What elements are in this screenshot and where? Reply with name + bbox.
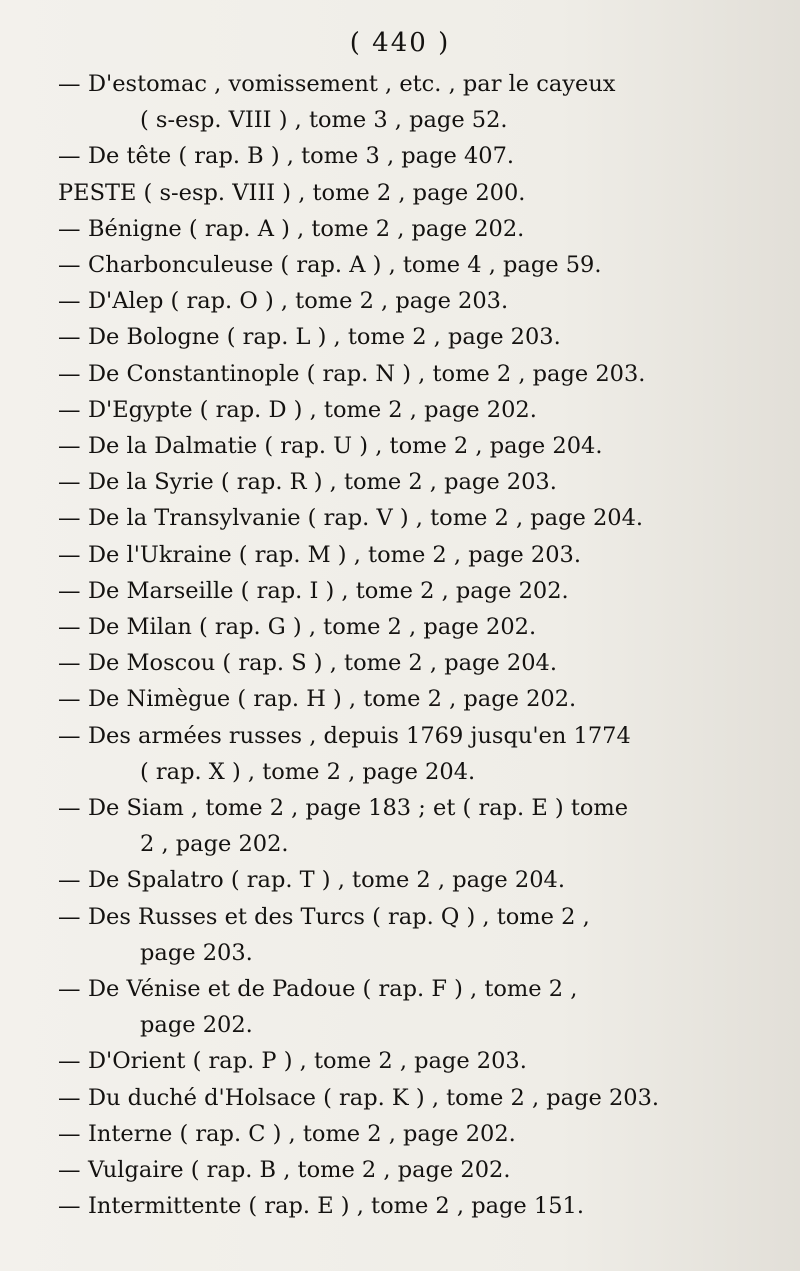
entry-text: Bénigne ( rap. A ) , tome 2 , page 202. [88,215,525,242]
entry-dash: — [58,469,81,496]
entry-dash: — [58,722,81,749]
index-entry [58,464,698,500]
index-entry [58,1116,698,1152]
entry-text: De la Dalmatie ( rap. U ) , tome 2 , page 204. [88,433,603,460]
index-entry [58,356,698,392]
entry-dash: — [58,577,81,604]
entry-text: De Nimègue ( rap. H ) , tome 2 , page 202. [88,686,577,713]
entry-text: Charbonculeuse ( rap. A ) , tome 4 , page 59. [88,252,602,279]
entry-dash: — [58,396,81,423]
entry-dash: — [58,143,81,170]
entry-text: Du duché d'Holsace ( rap. K ) , tome 2 , page 203. [88,1084,660,1111]
entry-dash: — [58,215,81,242]
index-entry [58,1043,698,1079]
entry-dash: — [58,433,81,460]
index-entry [58,609,698,645]
entry-dash: — [58,541,81,568]
index-entry [58,1152,698,1188]
entry-text: Interne ( rap. C ) , tome 2 , page 202. [88,1120,516,1147]
page-number: ( 440 ) [349,28,451,58]
entry-text: De la Syrie ( rap. R ) , tome 2 , page 203. [88,469,557,496]
index-entry [58,283,698,319]
index-entry [58,500,698,536]
entry-dash: — [58,650,81,677]
index-entry [58,66,698,102]
index-entry [58,899,698,935]
entry-dash: — [58,505,81,532]
index-entry [58,247,698,283]
entry-continuation: page 203. [140,939,253,966]
index-entry [58,392,698,428]
index-entry [58,718,698,754]
entry-dash: — [58,1048,81,1075]
index-list [58,66,698,1225]
entry-dash: — [58,867,81,894]
entry-dash: — [58,71,81,97]
entry-text: De l'Ukraine ( rap. M ) , tome 2 , page 203. [88,541,581,568]
entry-dash: — [58,1120,81,1147]
index-entry [58,790,698,826]
entry-text: De Moscou ( rap. S ) , tome 2 , page 204. [88,650,557,677]
entry-text: De Spalatro ( rap. T ) , tome 2 , page 204. [88,867,565,894]
entry-text: Intermittente ( rap. E ) , tome 2 , page 151. [88,1193,584,1220]
entry-dash: — [58,1084,81,1111]
entry-text: De Milan ( rap. G ) , tome 2 , page 202. [88,614,537,641]
entry-text: PESTE ( s-esp. VIII ) , tome 2 , page 200. [58,179,526,206]
entry-dash: — [58,324,81,351]
entry-continuation: ( rap. X ) , tome 2 , page 204. [140,758,476,785]
entry-dash: — [58,976,81,1003]
entry-continuation: ( s-esp. VIII ) , tome 3 , page 52. [140,107,508,134]
entry-dash: — [58,903,81,930]
index-entry [58,681,698,717]
index-entry [58,1188,698,1224]
entry-text: De Vénise et de Padoue ( rap. F ) , tome 2 , [88,976,578,1003]
entry-dash: — [58,1157,81,1184]
index-entry [58,537,698,573]
index-entry [58,971,698,1007]
entry-text: Des armées russes , depuis 1769 jusqu'en 1774 [88,722,631,749]
index-entry [58,862,698,898]
entry-dash: — [58,686,81,713]
entry-text: D'Egypte ( rap. D ) , tome 2 , page 202. [88,396,537,423]
index-entry [58,211,698,247]
entry-dash: — [58,1193,81,1220]
entry-dash: — [58,614,81,641]
entry-text: D'Alep ( rap. O ) , tome 2 , page 203. [88,288,509,315]
entry-continuation: page 202. [140,1012,253,1039]
entry-dash: — [58,288,81,315]
index-entry [58,1080,698,1116]
entry-text: De Marseille ( rap. I ) , tome 2 , page 202. [88,577,569,604]
entry-dash: — [58,360,81,387]
index-entry [58,573,698,609]
entry-text: De tête ( rap. B ) , tome 3 , page 407. [88,143,515,170]
entry-text: De la Transylvanie ( rap. V ) , tome 2 , page 204. [88,505,644,532]
entry-dash: — [58,795,81,822]
index-entry [58,138,698,174]
entry-dash: — [58,252,81,279]
entry-text: Vulgaire ( rap. B , tome 2 , page 202. [88,1157,511,1184]
index-entry [58,428,698,464]
entry-continuation: 2 , page 202. [140,831,289,858]
entry-text: D'Orient ( rap. P ) , tome 2 , page 203. [88,1048,527,1075]
entry-text: De Constantinople ( rap. N ) , tome 2 , page 203. [88,360,646,387]
entry-text: De Siam , tome 2 , page 183 ; et ( rap. E ) tome [88,795,629,822]
index-heading [58,175,698,211]
entry-text: D'estomac , vomissement , etc. , par le cayeux [88,71,616,97]
entry-text: Des Russes et des Turcs ( rap. Q ) , tome 2 , [88,903,590,930]
index-entry [58,645,698,681]
index-entry [58,319,698,355]
entry-text: De Bologne ( rap. L ) , tome 2 , page 203. [88,324,561,351]
